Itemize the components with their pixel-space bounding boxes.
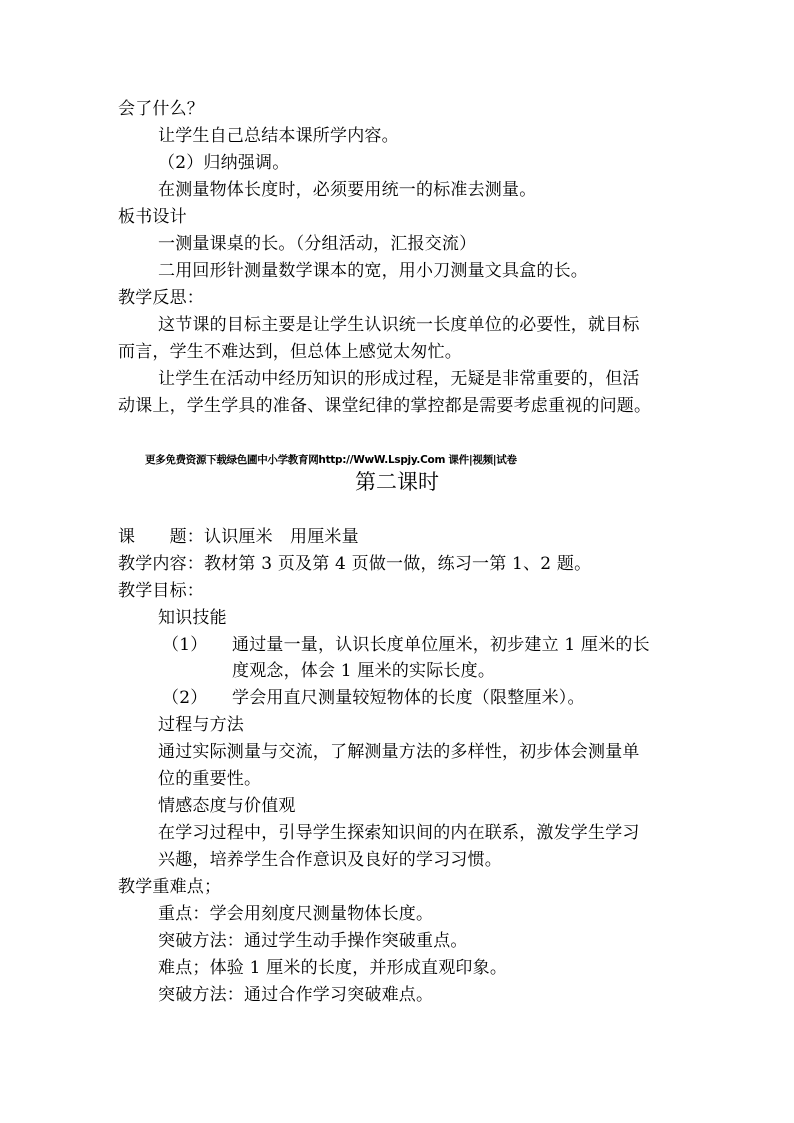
text-line: 通过量一量，认识长度单位厘米，初步建立 1 厘米的长 — [232, 635, 650, 655]
text-line: 而言，学生不难达到，但总体上感觉太匆忙。 — [118, 342, 462, 362]
list-number: （2） — [162, 688, 208, 708]
text-line: 二用回形针测量数学课本的宽，用小刀测量文具盒的长。 — [158, 261, 588, 281]
text-line: 动课上，学生学具的准备、课堂纪律的掌控都是需要考虑重视的问题。 — [118, 396, 652, 416]
text-line: 度观念，体会 1 厘米的实际长度。 — [232, 661, 496, 681]
text-line: 重点：学会用刻度尺测量物体长度。 — [158, 904, 434, 924]
text-line: 位的重要性。 — [158, 769, 262, 789]
section-heading: 教学反思： — [118, 288, 204, 308]
sub-heading: 知识技能 — [158, 608, 227, 628]
text-line: 突破方法：通过学生动手操作突破重点。 — [158, 931, 468, 951]
text-line: 这节课的目标主要是让学生认识统一长度单位的必要性，就目标 — [158, 315, 640, 335]
text-line: 一测量课桌的长。（分组活动，汇报交流） — [158, 234, 477, 254]
resource-banner: 更多免费资源下载绿色圃中小学教育网http://WwW.Lspjy.Com 课件|视频|试卷 — [145, 454, 517, 466]
text-line: 让学生在活动中经历知识的形成过程，无疑是非常重要的，但活 — [158, 369, 640, 389]
text-line: 课 题：认识厘米 用厘米量 — [118, 527, 359, 547]
text-line: 在测量物体长度时，必须要用统一的标准去测量。 — [158, 180, 537, 200]
text-line: 学会用直尺测量较短物体的长度（限整厘米）。 — [232, 688, 585, 708]
text-line: 会了什么？ — [118, 99, 204, 119]
text-line: 教学内容：教材第 3 页及第 4 页做一做，练习一第 1、2 题。 — [118, 554, 592, 574]
text-line: 突破方法：通过合作学习突破难点。 — [158, 985, 434, 1005]
text-line: 兴趣，培养学生合作意识及良好的学习习惯。 — [158, 850, 502, 870]
sub-heading: 情感态度与价值观 — [158, 796, 296, 816]
section-heading: 教学目标： — [118, 581, 204, 601]
text-line: 通过实际测量与交流，了解测量方法的多样性，初步体会测量单 — [158, 742, 640, 762]
text-line: 在学习过程中，引导学生探索知识间的内在联系，激发学生学习 — [158, 823, 640, 843]
text-line: 让学生自己总结本课所学内容。 — [158, 126, 399, 146]
section-heading: 板书设计 — [118, 207, 187, 227]
sub-heading: 过程与方法 — [158, 715, 244, 735]
text-line: （2）归纳强调。 — [158, 153, 290, 173]
list-number: （1） — [162, 635, 208, 655]
lesson-title: 第二课时 — [355, 470, 439, 494]
section-heading: 教学重难点； — [118, 877, 222, 897]
text-line: 难点；体验 1 厘米的长度，并形成直观印象。 — [158, 958, 508, 978]
